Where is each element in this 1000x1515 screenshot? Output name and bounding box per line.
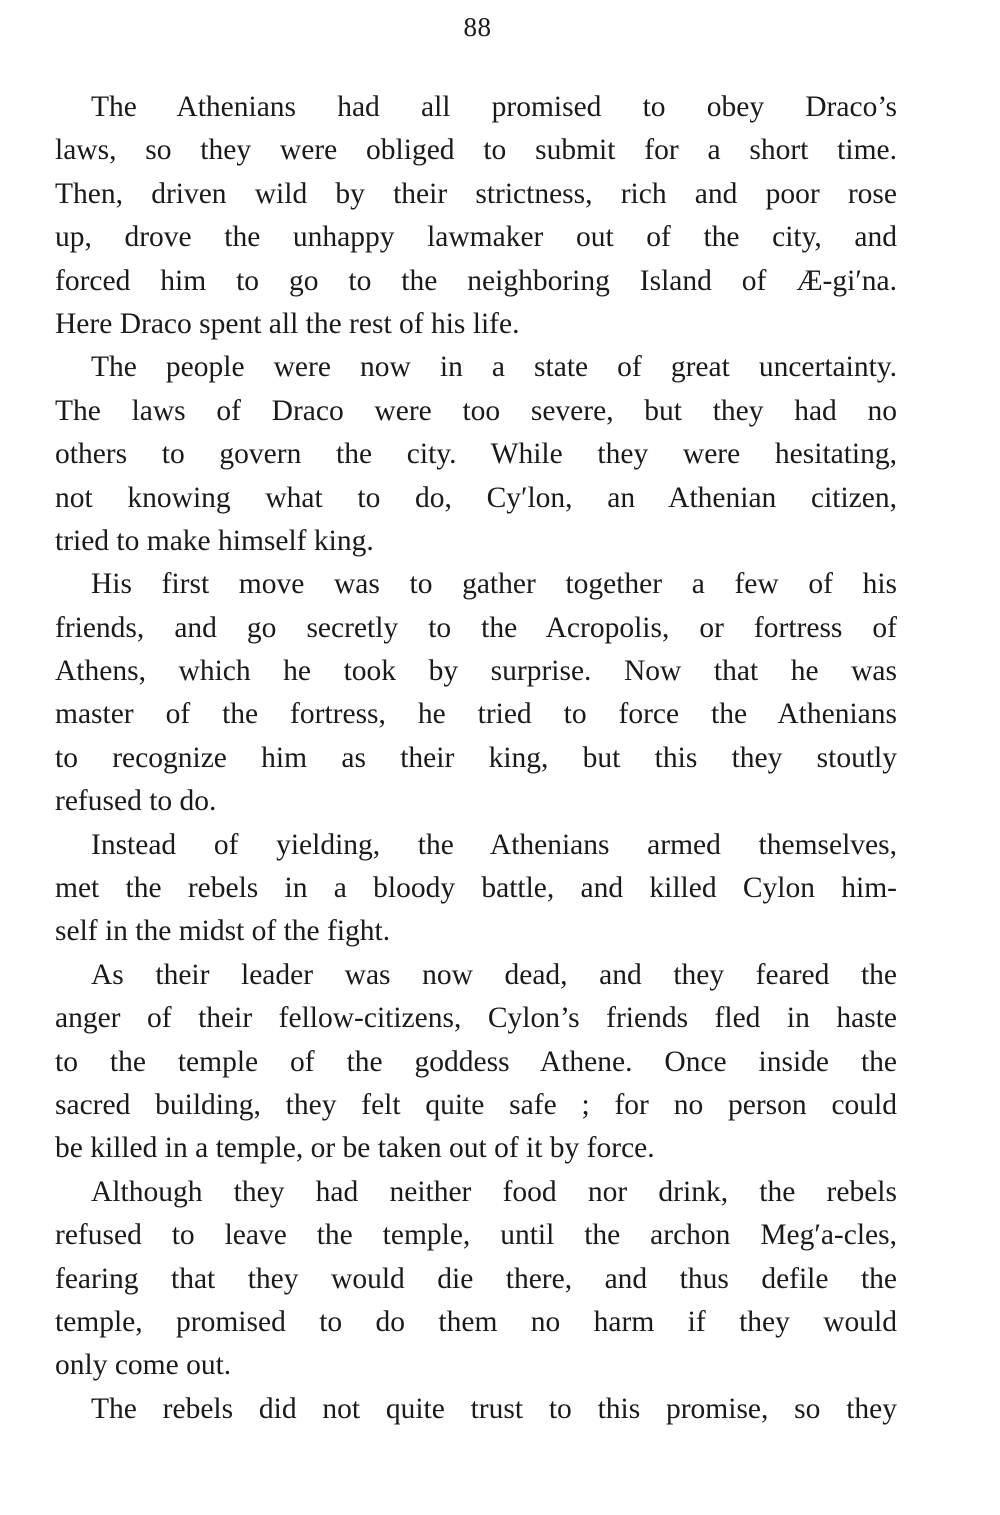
paragraph xyxy=(55,86,897,346)
text-line: refused to leave the temple, until the archon Meg′a-cles, xyxy=(55,1219,897,1252)
text-line: up, drove the unhappy lawmaker out of the city, and xyxy=(55,221,897,254)
text-line: The laws of Draco were too severe, but they had no xyxy=(55,394,897,427)
text-line: fearing that they would die there, and thus defile the xyxy=(55,1262,897,1295)
body-text xyxy=(55,86,897,1431)
text-line: refused to do. xyxy=(55,785,217,818)
text-line: forced him to go to the neighboring Island of Æ-gi′na. xyxy=(55,264,897,297)
text-line: Although they had neither food nor drink, the rebels xyxy=(91,1175,897,1208)
text-line: others to govern the city. While they were hesitating, xyxy=(55,438,897,471)
text-line: The Athenians had all promised to obey Draco’s xyxy=(91,91,897,123)
text-line: Here Draco spent all the rest of his life. xyxy=(55,307,520,340)
paragraph xyxy=(55,1388,897,1431)
text-line: self in the midst of the fight. xyxy=(55,915,391,948)
text-line: As their leader was now dead, and they feared the xyxy=(91,958,897,991)
paragraph xyxy=(55,346,897,563)
paragraph xyxy=(55,563,897,823)
text-line: The rebels did not quite trust to this promise, so they xyxy=(91,1392,897,1425)
text-line: to recognize him as their king, but this they stoutly xyxy=(55,741,897,774)
paragraph xyxy=(55,1171,897,1388)
text-line: master of the fortress, he tried to force the Athenians xyxy=(55,698,897,731)
text-line: to the temple of the goddess Athene. Once inside the xyxy=(55,1045,897,1078)
text-line: temple, promised to do them no harm if they would xyxy=(55,1305,897,1338)
page-number: 88 xyxy=(463,12,492,42)
paragraph xyxy=(55,824,897,954)
text-line: be killed in a temple, or be taken out of it by force. xyxy=(55,1132,655,1165)
text-line: anger of their fellow-citizens, Cylon’s friends fled in haste xyxy=(55,1002,897,1035)
text-line: met the rebels in a bloody battle, and killed Cylon him- xyxy=(55,872,897,905)
text-line: His first move was to gather together a few of his xyxy=(91,568,897,601)
text-line: laws, so they were obliged to submit for a short time. xyxy=(55,134,897,167)
text-line: sacred building, they felt quite safe ; for no person could xyxy=(55,1088,897,1121)
text-line: not knowing what to do, Cy′lon, an Athenian citizen, xyxy=(55,481,897,514)
text-line: friends, and go secretly to the Acropolis, or fortress of xyxy=(55,611,897,644)
text-line: tried to make himself king. xyxy=(55,524,374,557)
text-line: Then, driven wild by their strictness, rich and poor rose xyxy=(55,177,897,210)
text-line: Athens, which he took by surprise. Now that he was xyxy=(55,655,897,688)
text-line: The people were now in a state of great uncertainty. xyxy=(91,351,897,384)
text-line: only come out. xyxy=(55,1349,232,1382)
text-line: Instead of yielding, the Athenians armed themselves, xyxy=(91,828,897,861)
paragraph xyxy=(55,954,897,1171)
